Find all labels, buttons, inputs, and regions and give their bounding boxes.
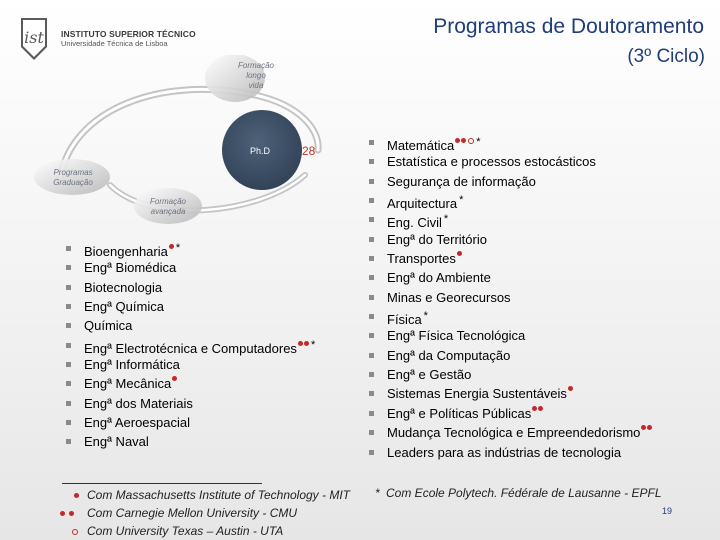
epfl-star-icon: * (443, 213, 449, 226)
epfl-star-icon: * (476, 136, 481, 148)
university-name: Universidade Técnica de Lisboa (61, 39, 168, 48)
program-item (66, 336, 315, 355)
program-label: Estatística e processos estocásticos (387, 154, 596, 170)
uta-marker-icon (70, 529, 78, 540)
bullet-icon (66, 304, 71, 309)
mit-marker-icon (168, 244, 174, 259)
bullet-icon (369, 217, 374, 222)
svg-text:ist: ist (24, 28, 44, 47)
mit-marker-icon (171, 376, 177, 391)
program-item (369, 423, 652, 442)
footnote-divider (62, 483, 262, 484)
program-item (66, 239, 315, 258)
program-label: Engª dos Materiais (84, 395, 193, 411)
footnote-uta: Com University Texas – Austin - UTA (70, 524, 283, 538)
program-item (66, 355, 315, 374)
program-label: Engª do Ambiente (387, 270, 491, 286)
program-item (369, 365, 652, 384)
program-label: Bioengenharia (84, 244, 168, 259)
program-label: Engª Aeroespacial (84, 415, 190, 431)
program-label: Matemática (387, 138, 455, 153)
program-label: Mudança Tecnológica e Empreendedorismo (387, 425, 641, 441)
bullet-icon (369, 314, 374, 319)
program-label: Engª e Políticas Públicas (387, 405, 532, 421)
cmu-marker-icon (640, 425, 652, 440)
bullet-icon (369, 198, 374, 203)
program-item (369, 268, 652, 287)
cmu-marker-icon (531, 406, 543, 421)
left-program-list (66, 239, 315, 452)
epfl-star-icon: * (459, 194, 464, 207)
program-label: Transportes (387, 251, 456, 267)
program-item (369, 210, 652, 229)
epfl-star-icon: * (175, 242, 181, 254)
graduation-programs-label: Programas Graduação (53, 168, 93, 187)
bullet-icon (369, 450, 374, 455)
program-label: Arquitectura (387, 196, 458, 212)
epfl-star-icon: * (310, 338, 316, 351)
bullet-icon (369, 275, 374, 280)
program-label: Biotecnologia (84, 279, 163, 295)
program-item (66, 278, 315, 297)
program-label: Segurança de informação (387, 173, 536, 189)
bullet-icon (369, 159, 374, 164)
program-item (369, 191, 652, 210)
footnote-mit: Com Massachusetts Institute of Technology - MIT (70, 488, 350, 502)
program-count: 28 (302, 144, 316, 158)
bullet-icon (369, 372, 374, 377)
institution-name: INSTITUTO SUPERIOR TÉCNICO (61, 29, 196, 39)
program-label: Física (387, 312, 422, 328)
bullet-icon (66, 439, 71, 444)
program-item (66, 297, 315, 316)
program-item (369, 249, 652, 268)
program-label: Engª Química (84, 299, 164, 315)
program-item (369, 326, 652, 345)
footnote-epfl: * Com Ecole Polytech. Fédérale de Lausanne - EPFL (375, 486, 662, 500)
bullet-icon (66, 323, 71, 328)
program-label: Engª e Gestão (387, 367, 472, 383)
program-item (369, 443, 652, 462)
program-label: Sistemas Energia Sustentáveis (387, 386, 567, 402)
bullet-icon (369, 140, 374, 145)
cmu-marker-icon (297, 341, 309, 356)
program-item (369, 133, 652, 152)
program-item (66, 258, 315, 277)
program-label: Engª da Computação (387, 347, 511, 363)
program-item (66, 432, 315, 451)
program-label: Engª Informática (84, 357, 180, 373)
program-label: Engª Naval (84, 434, 149, 450)
program-label: Eng. Civil (387, 215, 442, 231)
program-item (369, 307, 652, 326)
bullet-icon (66, 246, 71, 251)
program-item (66, 374, 315, 393)
program-item (369, 230, 652, 249)
program-label: Engª Electrotécnica e Computadores (84, 340, 297, 356)
bullet-icon (66, 381, 71, 386)
bullet-icon (66, 401, 71, 406)
bullet-icon (369, 333, 374, 338)
program-item (369, 288, 652, 307)
bullet-icon (369, 237, 374, 242)
bullet-icon (66, 420, 71, 425)
program-label: Leaders para as indústrias de tecnologia (387, 444, 622, 460)
program-item (369, 152, 652, 171)
program-label: Engª Mecânica (84, 376, 172, 392)
bullet-icon (66, 265, 71, 270)
program-item (369, 384, 652, 403)
phd-label: Ph.D (250, 146, 271, 156)
bullet-icon (369, 256, 374, 261)
lifelong-learning-label: Formação longo vida (237, 61, 274, 90)
bullet-icon (369, 295, 374, 300)
right-program-list (369, 133, 652, 462)
program-item (369, 172, 652, 191)
program-item (66, 413, 315, 432)
bullet-icon (369, 411, 374, 416)
bullet-icon (369, 353, 374, 358)
program-label: Engª Biomédica (84, 260, 177, 276)
program-item (66, 394, 315, 413)
bullet-icon (369, 430, 374, 435)
footnote-cmu: Com Carnegie Mellon University - CMU (58, 506, 297, 520)
bullet-icon (66, 285, 71, 290)
program-item (369, 404, 652, 423)
page-number: 19 (661, 506, 672, 516)
page-subtitle: (3º Ciclo) (627, 46, 705, 67)
uta-marker-icon (466, 138, 474, 153)
program-label: Química (84, 318, 133, 334)
cmu-marker-icon (454, 138, 466, 153)
bullet-icon (66, 362, 71, 367)
page-title: Programas de Doutoramento (433, 15, 704, 38)
program-label: Engª do Território (387, 231, 487, 247)
bullet-icon (369, 179, 374, 184)
advanced-training-label: Formação avançada (149, 197, 186, 216)
bullet-icon (369, 391, 374, 396)
program-label: Engª Física Tecnológica (387, 328, 526, 344)
program-label: Minas e Georecursos (387, 289, 511, 305)
mit-marker-icon (456, 251, 462, 266)
program-item (66, 316, 315, 335)
program-item (369, 346, 652, 365)
mit-marker-icon (567, 386, 573, 401)
epfl-star-icon: * (423, 310, 428, 323)
bullet-icon (66, 343, 71, 348)
